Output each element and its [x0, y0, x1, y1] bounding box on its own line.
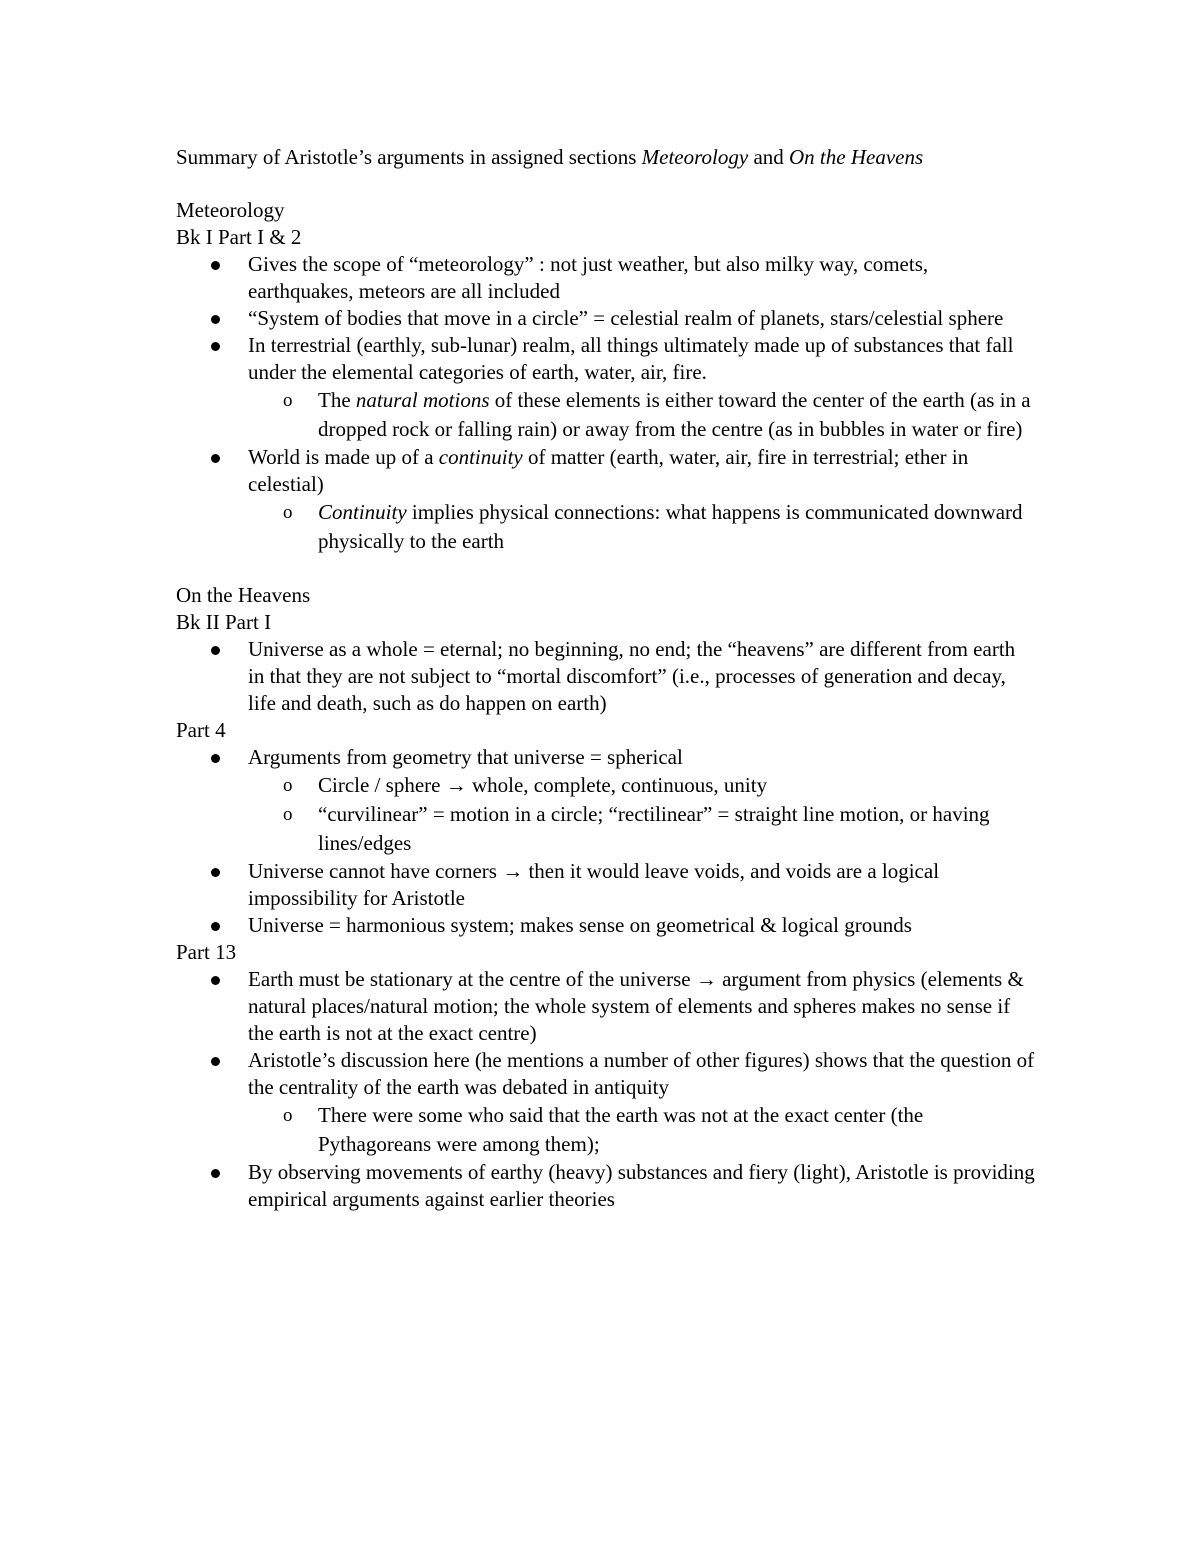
circle-bullet-icon: o	[283, 775, 293, 796]
sub-list-item: o The natural motions of these elements is either toward the center of the earth (as in a dropped rock or falling rain) or away from the centre (as in bubbles in water or fire)	[283, 388, 1031, 441]
bullet-icon	[211, 1169, 220, 1178]
subsection-heading-part13: Part 13	[176, 940, 237, 964]
heavens-part4-list	[176, 744, 1036, 939]
section-heading-heavens: On the Heavens	[176, 583, 311, 607]
circle-bullet-icon: o	[283, 390, 293, 411]
subsection-heading-part4: Part 4	[176, 718, 226, 742]
sub-list-item: o Circle / sphere → whole, complete, continuous, unity	[176, 771, 1036, 800]
title-text: Summary of Aristotle’s arguments in assigned sections	[176, 145, 642, 169]
circle-bullet-icon: o	[283, 1105, 293, 1126]
list-item: Gives the scope of “meteorology” : not just weather, but also milky way, comets, earthquakes, meteors are all included	[176, 251, 1036, 305]
bullet-icon	[211, 1057, 220, 1066]
list-item: Arguments from geometry that universe = spherical	[176, 744, 1036, 771]
list-item: In terrestrial (earthly, sub-lunar) realm, all things ultimately made up of substances that fall under the elemental categories of earth, water, air, fire.	[176, 332, 1036, 386]
list-item: Earth must be stationary at the centre of the universe → argument from physics (elements & natural places/natural motion; the whole system of elements and spheres makes no sense if the earth is not at the exact centre)	[176, 966, 1036, 1047]
section-heading-meteorology: Meteorology	[176, 198, 285, 222]
title-work-heavens: On the Heavens	[789, 145, 924, 169]
bullet-icon	[211, 315, 220, 324]
document-title	[176, 143, 1036, 171]
heavens-part13-list	[176, 966, 1036, 1213]
sub-list-item: o “curvilinear” = motion in a circle; “rectilinear” = straight line motion, or having lines/edges	[283, 802, 990, 855]
list-item: Universe cannot have corners → then it would leave voids, and voids are a logical impossibility for Aristotle	[176, 858, 1036, 912]
heavens-part1-list	[176, 636, 1036, 717]
bullet-icon	[211, 342, 220, 351]
sub-list-item: o There were some who said that the earth was not at the exact center (the Pythagoreans were among them);	[283, 1103, 924, 1156]
list-item: Universe as a whole = eternal; no beginning, no end; the “heavens” are different from earth in that they are not subject to “mortal discomfort” (i.e., processes of generation and decay, life and death, such as do happen on earth)	[176, 636, 1036, 717]
subsection-heading-bk2: Bk II Part I	[176, 610, 272, 634]
bullet-icon	[211, 754, 220, 763]
list-item: Aristotle’s discussion here (he mentions a number of other figures) shows that the question of the centrality of the earth was debated in antiquity	[176, 1047, 1036, 1101]
sub-list-item: o Continuity implies physical connections: what happens is communicated downward physically to the earth	[283, 500, 1023, 553]
bullet-icon	[211, 922, 220, 931]
meteorology-list	[176, 251, 1036, 556]
title-work-meteorology: Meteorology	[641, 145, 749, 169]
bullet-icon	[211, 976, 220, 985]
bullet-icon	[211, 868, 220, 877]
title-conjunction: and	[748, 145, 790, 169]
document-page	[176, 143, 1036, 1213]
subsection-heading-bk1: Bk I Part I & 2	[176, 225, 302, 249]
list-item: “System of bodies that move in a circle” = celestial realm of planets, stars/celestial sphere	[176, 305, 1036, 332]
circle-bullet-icon: o	[283, 502, 293, 523]
list-item: Universe = harmonious system; makes sense on geometrical & logical grounds	[176, 912, 1036, 939]
bullet-icon	[211, 261, 220, 270]
bullet-icon	[211, 646, 220, 655]
list-item: World is made up of a continuity of matter (earth, water, air, fire in terrestrial; ether in celestial)	[176, 444, 1036, 498]
circle-bullet-icon: o	[283, 804, 293, 825]
list-item: By observing movements of earthy (heavy) substances and fiery (light), Aristotle is providing empirical arguments against earlier theories	[176, 1159, 1036, 1213]
bullet-icon	[211, 454, 220, 463]
